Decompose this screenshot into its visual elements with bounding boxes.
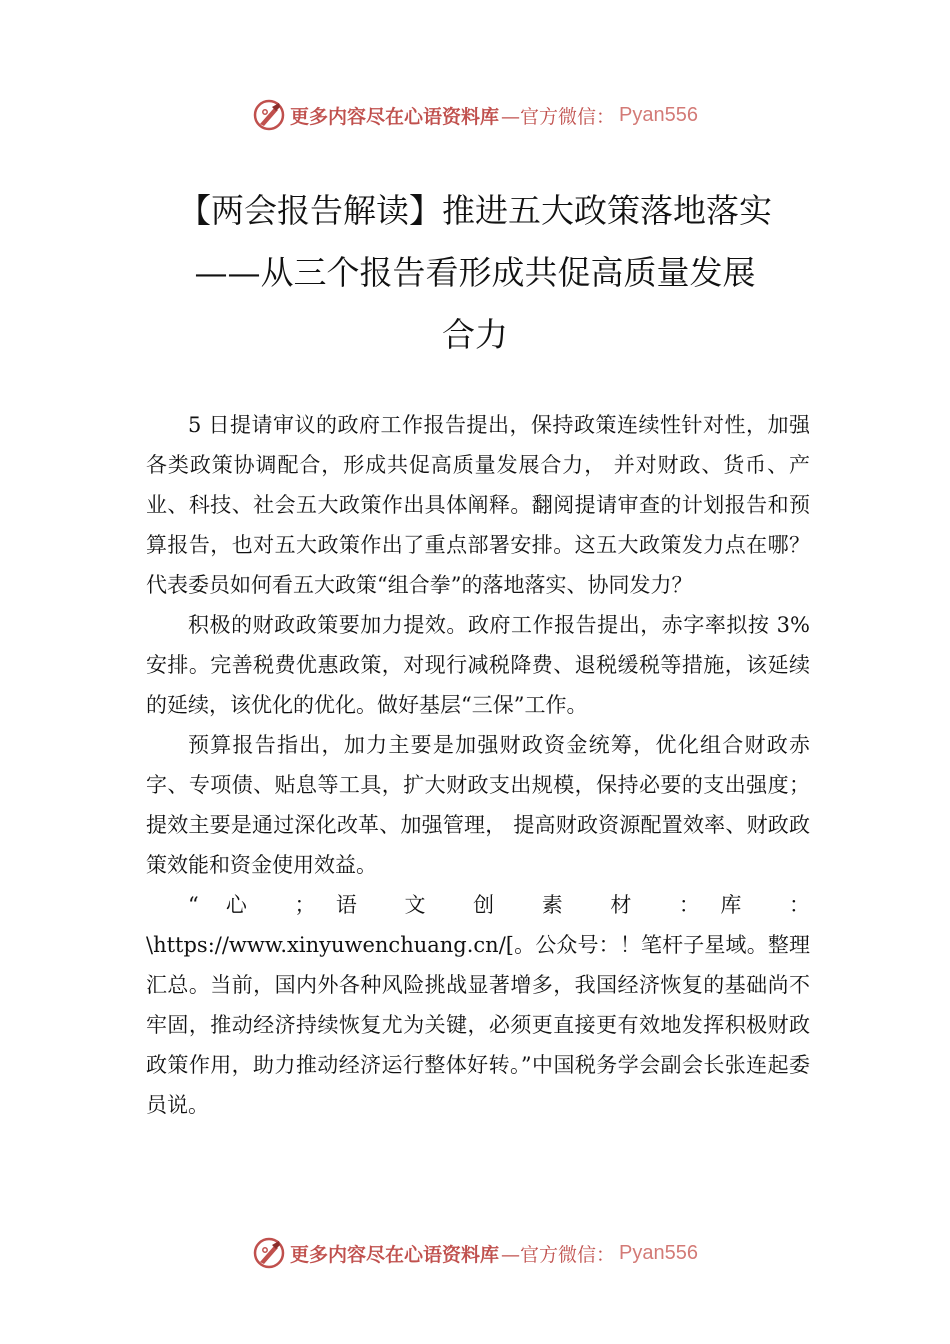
banner-wechat-label: —官方微信： <box>501 105 616 128</box>
header-banner <box>0 95 950 135</box>
banner-site-name: 更多内容尽在心语资料库 <box>290 105 500 128</box>
banner-wechat-id: Pyan556 <box>619 1241 698 1264</box>
paragraph-3: 预算报告指出，加力主要是加强财政资金统筹，优化组合财政赤字、专项债、贴息等工具，扩大财政支出规模，保持必要的支出强度；提效主要是通过深化改革、加强管理， 提高财政资源配置效率、财政政策效能和资金使用效益。 <box>146 733 810 877</box>
paragraph-1: 5 日提请审议的政府工作报告提出，保持政策连续性针对性，加强各类政策协调配合，形成共促高质量发展合力， 并对财政、货币、产业、科技、社会五大政策作出具体阐释。翻阅提请审查的计划报告和预算报告，也对五大政策作出了重点部署安排。这五大政策发力点在哪？代表委员如何看五大政策“组合拳”的落地落实、协同发力？ <box>146 413 810 597</box>
paragraph-2: 积极的财政政策要加力提效。政府工作报告提出，赤字率拟按 3%安排。完善税费优惠政策，对现行减税降费、退税缓税等措施，该延续的延续，该优化的优化。做好基层“三保”工作。 <box>146 613 810 717</box>
banner-site-name: 更多内容尽在心语资料库 <box>290 1243 500 1266</box>
footer-banner <box>0 1233 950 1273</box>
document-body <box>146 405 810 1125</box>
title-line-2: ——从三个报告看形成共促高质量发展 <box>194 253 756 292</box>
title-line-3: 合力 <box>442 315 508 354</box>
document-title <box>60 180 890 366</box>
paragraph-4: “ 心 ；语 文 创 素 材 ：库 ： \https://www.xinyuwenchuang.cn/[。公众号：！笔杆子星域。整理汇总。当前，国内外各种风险挑战显著增多，我国经济恢复的基础尚不牢固，推动经济持续恢复尤为关键，必须更直接更有效地发挥积极财政政策作用，助力推动经济运行整体好转。”中国税务学会副会长张连起委员说。 <box>146 893 810 1117</box>
pen-logo-icon <box>252 98 286 132</box>
banner-wechat-label: —官方微信： <box>501 1243 616 1266</box>
pen-logo-icon <box>252 1236 286 1270</box>
banner-wechat-id: Pyan556 <box>619 103 698 126</box>
title-line-1: 【两会报告解读】推进五大政策落地落实 <box>178 191 772 230</box>
